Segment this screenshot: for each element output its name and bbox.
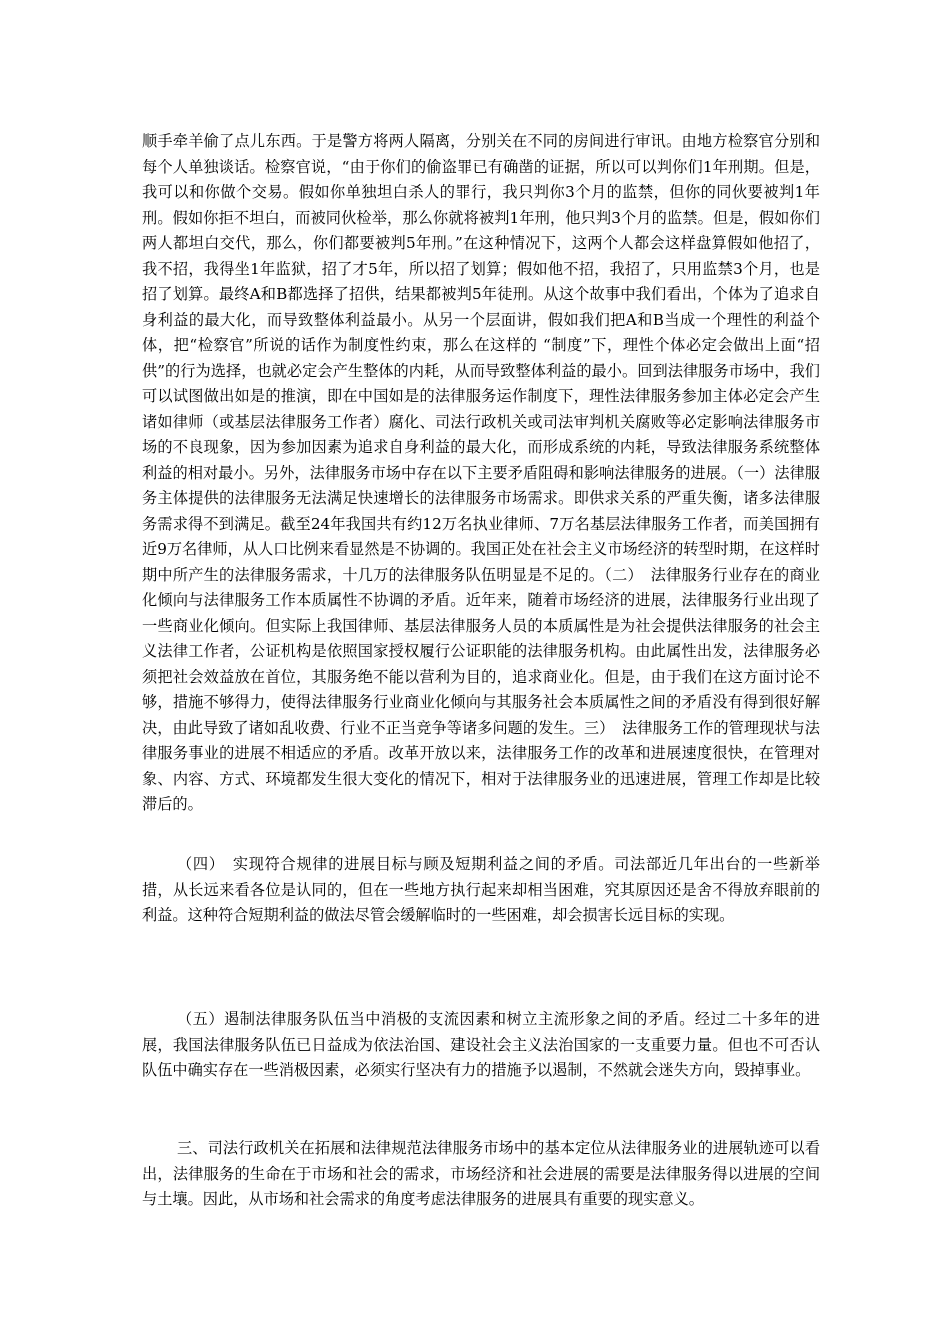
body-paragraph-4: 三、司法行政机关在拓展和法律规范法律服务市场中的基本定位从法律服务业的进展轨迹可以看出，法律服务的生命在于市场和社会的需求，市场经济和社会进展的需要是法律服务得以进展的空间与土壤。因此，从市场和社会需求的角度考虑法律服务的进展具有重要的现实意义。 [142, 1139, 820, 1208]
body-paragraph-2: （四） 实现符合规律的进展目标与顾及短期利益之间的矛盾。司法部近几年出台的一些新举措，从长远来看各位是认同的，但在一些地方执行起来却相当困难，究其原因还是舍不得放弃眼前的利益。这种符合短期利益的做法尽管会缓解临时的一些困难，却会损害长远目标的实现。 [142, 855, 820, 924]
body-paragraph-1: 顺手牵羊偷了点儿东西。于是警方将两人隔离，分别关在不同的房间进行审讯。由地方检察官分别和每个人单独谈话。检察官说，“由于你们的偷盗罪已有确凿的证据，所以可以判你们1年刑期。但是，我可以和你做个交易。假如你单独坦白杀人的罪行，我只判你3个月的监禁，但你的同伙要被判1年刑。假如你拒不坦白，而被同伙检举，那么你就将被判1年刑，他只判3个月的监禁。但是，假如你们两人都坦白交代，那么，你们都要被判5年刑。”在这种情况下，这两个人都会这样盘算假如他招了，我不招，我得坐1年监狱，招了才5年，所以招了划算；假如他不招，我招了，只用监禁3个月，也是招了划算。最终A和B都选择了招供，结果都被判5年徒刑。从这个故事中我们看出，个体为了追求自身利益的最大化，而导致整体利益最小。从另一个层面讲，假如我们把A和B当成一个理性的利益个体，把“检察官”所说的话作为制度性约束，那么在这样的 “制度”下，理性个体必定会做出上面“招供”的行为选择，也就必定会产生整体的内耗，从而导致整体利益的最小。回到法律服务市场中，我们可以试图做出如是的推演，即在中国如是的法律服务运作制度下，理性法律服务参加主体必定会产生诸如律师（或基层法律服务工作者）腐化、司法行政机关或司法审判机关腐败等必定影响法律服务市场的不良现象，因为参加因素为追求自身利益的最大化，而形成系统的内耗，导致法律服务系统整体利益的相对最小。另外，法律服务市场中存在以下主要矛盾阻碍和影响法律服务的进展。（一）法律服务主体提供的法律服务无法满足快速增长的法律服务市场需求。即供求关系的严重失衡，诸多法律服务需求得不到满足。截至24年我国共有约12万名执业律师、7万名基层法律服务工作者，而美国拥有近9万名律师，从人口比例来看显然是不协调的。我国正处在社会主义市场经济的转型时期，在这样时期中所产生的法律服务需求，十几万的法律服务队伍明显是不足的。（二） 法律服务行业存在的商业化倾向与法律服务工作本质属性不协调的矛盾。近年来，随着市场经济的进展，法律服务行业出现了一些商业化倾向。但实际上我国律师、基层法律服务人员的本质属性是为社会提供法律服务的社会主义法律工作者，公证机构是依照国家授权履行公证职能的法律服务机构。由此属性出发，法律服务必须把社会效益放在首位，其服务绝不能以营利为目的，追求商业化。但是，由于我们在这方面讨论不够，措施不够得力，使得法律服务行业商业化倾向与其服务社会本质属性之间的矛盾没有得到很好解决，由此导致了诸如乱收费、行业不正当竞争等诸多问题的发生。三） 法律服务工作的管理现状与法律服务事业的进展不相适应的矛盾。改革开放以来，法律服务工作的改革和进展速度很快，在管理对象、内容、方式、环境都发生很大变化的情况下，相对于法律服务业的迅速进展，管理工作却是比较滞后的。 [142, 132, 820, 813]
body-paragraph-3: （五）遏制法律服务队伍当中消极的支流因素和树立主流形象之间的矛盾。经过二十多年的进展，我国法律服务队伍已日益成为依法治国、建设社会主义法治国家的一支重要力量。但也不可否认队伍中确实存在一些消极因素，必须实行坚决有力的措施予以遏制，不然就会迷失方向，毁掉事业。 [142, 1010, 820, 1079]
